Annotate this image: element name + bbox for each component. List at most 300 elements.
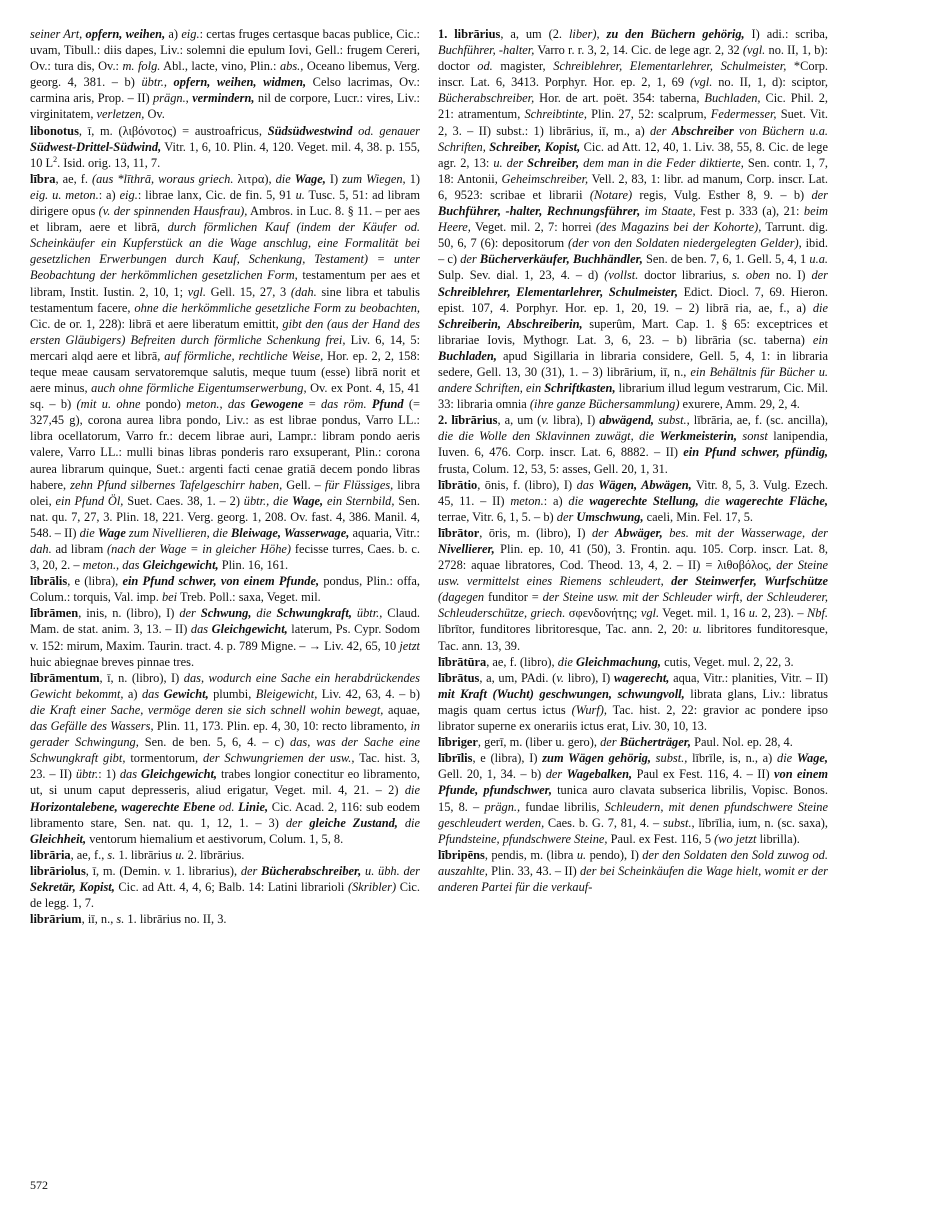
- entry-text: Umschwung,: [576, 509, 644, 524]
- entry-text: vgl.: [640, 606, 660, 621]
- entry-text: der: [240, 863, 262, 878]
- entry-text: Sen. contr. 1, 7, 18: Antonii,: [438, 155, 828, 186]
- entry-text: Plin. 16, 161.: [218, 558, 289, 573]
- entry-text: lībrītor, funditores libritoresque, Tac. ann. 2, 20:: [438, 622, 693, 637]
- entry-text: tormentorum,: [125, 751, 204, 766]
- entry-text: der: [649, 123, 672, 138]
- entry-text: Tac. hist. 2, 22: gravior ac pondere ipso librator superne ex onerariis ictus erat, Liv. 30, 10, 13.: [438, 702, 828, 734]
- entry-text: Südwest-Drittel-Südwind,: [30, 139, 162, 154]
- entry-text: gibt den (aus der Hand des ersten Gläubigers) Befreiten durch förmliche Schenkung frei,: [30, 316, 420, 347]
- entry-text: σφενδονήτης;: [565, 606, 641, 621]
- entry-text: durch förmlichen Kauf (indem der Käufer od. Scheinkäufer ein Kupferstück an die Wage anschlug, eine Formalität bei gesetzlichen Erwerbungen durch Kauf, Schenkung, Testament) = unter Beobachtung der herkömmlichen gesetzlichen Form,: [30, 220, 420, 283]
- entry-text: , iī, n.,: [81, 912, 117, 927]
- entry-text: (vollst.: [604, 268, 639, 283]
- entry-text: pendo), I): [586, 847, 643, 862]
- entry-text: s.: [116, 912, 125, 927]
- entry-text: v.: [556, 670, 564, 685]
- entry-text: 2. lībrārius.: [184, 847, 245, 862]
- entry-text: fundae librilis,: [520, 799, 605, 814]
- entry-text: u. der: [493, 155, 528, 170]
- entry-text: ein: [812, 332, 828, 347]
- entry-text: od.: [477, 59, 493, 74]
- entry-text: trabes longior conectitur eo libramento, ut, si unum caput depresseris, aliud erigatur, Veget. mil. 4, 21. – 2): [30, 767, 420, 798]
- dictionary-entry: [438, 670, 828, 734]
- entry-text: Geheimschreiber,: [501, 171, 589, 186]
- entry-text: Nivellierer,: [438, 542, 495, 556]
- entry-text: Sen. de ben. 5, 6, 4. – c): [138, 735, 291, 750]
- entry-text: Schwungkraft,: [276, 606, 352, 621]
- entry-headword: lībrālis: [30, 574, 68, 589]
- entry-text: libra olei,: [30, 477, 420, 508]
- entry-text: Veget. mil. 2, 7: horrei: [470, 220, 596, 235]
- entry-text: (aus *līthrā, woraus griech.: [91, 171, 234, 186]
- entry-text: bei: [161, 590, 178, 605]
- entry-text: u.: [748, 606, 759, 621]
- entry-headword: 1. librārius: [438, 27, 501, 41]
- entry-text: der: [556, 509, 577, 524]
- entry-headword: lībrātus: [438, 670, 480, 685]
- entry-text: sonst: [736, 429, 768, 444]
- entry-text: Wage,: [294, 171, 326, 186]
- entry-text: Cic. ad Att. 4, 4, 6; Balb. 14: Latini librarioli: [114, 879, 348, 894]
- entry-text: Liv. 42, 63, 4. – b): [317, 686, 420, 701]
- entry-text: apud Sigillaria in libraria considere, Gell. 5, 4, 1: in libraria sedere, Gell. 13, 30 (31), 1. – 3) librārium, iī, n.,: [438, 348, 828, 379]
- entry-text: , ī, m. (λιβόνοτος) = austroafricus,: [78, 123, 268, 138]
- entry-text: Gell. –: [282, 477, 325, 492]
- entry-text: Oceano libemus, Verg. georg. 4, 381. – b): [30, 59, 420, 90]
- entry-text: Buchführer, -halter,: [438, 43, 535, 58]
- entry-text: λιτρα),: [233, 171, 276, 186]
- entry-text: I): [325, 171, 343, 186]
- entry-text: die: [397, 815, 420, 830]
- entry-text: in gerader Schwingung,: [30, 719, 420, 750]
- entry-text: Wägen, Abwägen,: [598, 477, 692, 492]
- dictionary-entry: [438, 750, 828, 847]
- entry-headword: lībrāmen: [30, 606, 79, 621]
- entry-text: dah.: [30, 542, 52, 556]
- entry-text: die: [568, 493, 590, 508]
- entry-text: mit Kraft (Wucht) geschwungen, schwungvoll,: [438, 686, 685, 701]
- entry-text: , ae, f.,: [70, 847, 108, 862]
- entry-text: , a, um, PAdi. (: [479, 670, 557, 685]
- entry-text: , inis, n. (libro), I): [78, 606, 180, 621]
- entry-text: (ihre ganze Büchersammlung): [529, 397, 680, 412]
- entry-text: (Notare): [589, 187, 633, 202]
- entry-text: v.: [164, 863, 172, 878]
- entry-text: Buchladen,: [438, 348, 497, 363]
- entry-text: für Flüssiges,: [324, 477, 394, 492]
- entry-text: , ōris, m. (libro), I): [479, 525, 592, 540]
- entry-text: , pendis, m. (libra: [484, 847, 577, 862]
- entry-text: der: [179, 606, 201, 621]
- entry-text: Veget. mil. 1, 16: [659, 606, 749, 621]
- entry-text: Schreiber, Kopist,: [489, 139, 581, 154]
- dictionary-entry: [438, 412, 828, 476]
- entry-text: Wagebalken,: [566, 767, 633, 782]
- entry-text: opfern, weihen, widmen,: [173, 75, 307, 90]
- entry-text: ventorum hiemalium et aestivorum, Colum. 1, 5, 8.: [86, 831, 344, 846]
- entry-text: magister,: [492, 59, 554, 74]
- entry-text: der: [545, 767, 567, 782]
- entry-text: plumbi,: [208, 686, 256, 701]
- entry-text: lībrīle, is, n., a): [687, 751, 778, 766]
- entry-text: (= 327,45 g), corona aurea libra pondo, Liv.: as est librae pondus, Varro LL.: libra ocellatorum, Varro fr.: decem librae auri, Lampr.: libram pondo aeris valere, Varro LL.: mulli binas libras ponderis raro exsuperant, Plin.: corona aurea librarum quinque, Suet.: argenti facti cenae gratiā decem pondo libras habere,: [30, 397, 420, 492]
- entry-text: Varro r. r. 3, 2, 14. Cic. de lege agr. 2, 32: [534, 43, 743, 58]
- entry-text: meton., das: [186, 397, 251, 412]
- entry-text: der: [285, 815, 310, 830]
- entry-text: ad libram: [51, 542, 108, 556]
- entry-text: die: [557, 654, 576, 669]
- entry-text: meton.: [510, 493, 544, 508]
- entry-text: Gleichgewicht,: [211, 622, 288, 637]
- entry-text: meton., das: [82, 558, 143, 573]
- entry-text: abs.,: [279, 59, 304, 74]
- entry-text: dem man in die Feder diktierte,: [579, 155, 744, 170]
- entry-text: von Büchern u.a. Schriften,: [438, 123, 828, 154]
- entry-text: verletzen,: [96, 107, 145, 122]
- entry-text: prägn.,: [152, 91, 193, 106]
- entry-text: Cic. Acad. 2, 116: sub eodem libramento stare, Sen. nat. qu. 1, 12, 1. – 3): [30, 799, 420, 830]
- entry-text: (dah.: [290, 284, 317, 299]
- entry-text: pondo): [140, 397, 187, 412]
- entry-text: cutis, Veget. mul. 2, 22, 3.: [661, 654, 794, 669]
- dictionary-entry: [30, 26, 420, 123]
- entry-headword: lībripēns: [438, 847, 485, 862]
- entry-text: auf förmliche, rechtliche Weise,: [164, 348, 324, 363]
- entry-text: Gleichmachung,: [576, 654, 662, 669]
- right-column: [438, 26, 828, 1186]
- entry-text: Abschreiber: [671, 123, 734, 138]
- entry-text: wagerechte Stellung,: [589, 493, 699, 508]
- entry-text: : a): [98, 187, 120, 202]
- entry-text: , a, um (: [497, 413, 542, 428]
- entry-text: lībrāria, ae, f. (sc. ancilla),: [689, 413, 828, 428]
- entry-text: u.: [175, 847, 185, 862]
- entry-text: Gleichheit,: [30, 831, 87, 846]
- entry-text: . Isid. orig. 13, 11, 7.: [57, 155, 161, 170]
- entry-text: (des Magazins bei der Kohorte),: [595, 220, 762, 235]
- entry-text: *Corp. inscr. Lat. 6, 3413. Porphyr. Hor. ep. 2, 1, 69: [438, 59, 828, 90]
- entry-text: liber),: [568, 27, 607, 41]
- entry-text: abwägend,: [599, 413, 655, 428]
- entry-headword: lībriger: [438, 735, 478, 750]
- entry-text: Bleiwage, Wasserwage,: [231, 525, 350, 540]
- entry-text: übtr.,: [141, 75, 174, 90]
- entry-text: zum Wiegen,: [342, 171, 406, 186]
- entry-text: die: [777, 751, 797, 766]
- entry-text: zum Nivellieren, die: [125, 525, 232, 540]
- entry-headword: librāria: [30, 847, 71, 862]
- entry-text: Bücherabschreiber,: [261, 863, 362, 878]
- entry-text: m. folg.: [122, 59, 161, 74]
- entry-text: Bücherträger,: [619, 735, 691, 750]
- entry-text: librarium illud legum vestrarum, Cic. Mil. 33: libraria omnia: [438, 381, 828, 412]
- dictionary-entry: [30, 573, 420, 605]
- entry-text: Paul ex Fest. 116, 4. – II): [632, 767, 775, 782]
- entry-text: s.: [107, 847, 116, 862]
- entry-text: Buchladen,: [704, 91, 761, 106]
- entry-text: Abwäger,: [614, 525, 663, 540]
- entry-text: Schleudern, mit denen pfundschwere Steine geschleudert werden,: [438, 799, 828, 830]
- entry-text: die: [251, 606, 277, 621]
- entry-text: Linie,: [238, 799, 269, 814]
- entry-text: nil de corpore, Lucr.: vires, Liv.: virginitatem,: [30, 91, 420, 122]
- entry-text: Plin. ep. 10, 41 (50), 3. Frontin. aqu. 105. Corp. inscr. Lat. 8, 2728: aquae libratores, Cod. Theod. 13, 4, 2. – II) = λιθοβόλος,: [438, 542, 828, 573]
- entry-text: Fest p. 333 (a), 21:: [695, 204, 804, 219]
- entry-text: I) adi.: scriba,: [744, 27, 828, 41]
- entry-text: 1. librarius),: [171, 863, 241, 878]
- entry-text: ibid. – c): [438, 236, 828, 267]
- entry-text: von einem Pfunde, pfundschwer,: [438, 767, 828, 798]
- entry-text: das röm.: [321, 397, 372, 412]
- entry-text: Schreiberin, Abschreiberin,: [438, 316, 583, 331]
- entry-text: (vgl.: [689, 75, 713, 90]
- entry-text: das Gefälle des Wassers,: [30, 719, 154, 734]
- entry-text: Vitr. 1, 6, 10. Plin. 4, 120. Veget. mil. 4, 38. p. 155, 10 L: [30, 139, 420, 170]
- entry-text: libritores funditoresque, Tac. ann. 13, 39.: [438, 622, 828, 653]
- entry-text: Treb. Poll.: saxa, Veget. mil.: [177, 590, 321, 605]
- entry-text: ein Pfund schwer, von einem Pfunde,: [122, 574, 320, 589]
- entry-text: libro), I): [564, 670, 614, 685]
- entry-text: Bücherverkäufer, Buchhändler,: [479, 252, 643, 267]
- entry-text: ein Behältnis für Bücher u. andere Schriften, ein: [438, 364, 828, 396]
- entry-text: od. genauer: [352, 123, 420, 138]
- entry-text: prägn.,: [484, 799, 521, 814]
- entry-text: testamentum per aes et libram, Instit. Iustin. 2, 10, 1;: [30, 268, 420, 299]
- entry-text: der: [811, 187, 828, 202]
- entry-text: , e (libra),: [67, 574, 123, 589]
- entry-text: Paul. ex Fest. 116, 5: [607, 831, 715, 846]
- entry-text: pondus, Plin.: offa, Colum.: torquis, Val. imp.: [30, 574, 420, 605]
- dictionary-entry: [30, 863, 420, 911]
- entry-text: fecisse turres, Caes. b. c. 3, 20, 2. –: [30, 542, 420, 573]
- entry-text: u.: [576, 847, 587, 862]
- entry-text: regis, Vulg. Esther 8, 9. – b): [632, 187, 812, 202]
- entry-text: Claud. Mam. de stat. anim. 3, 13. – II): [30, 606, 420, 637]
- entry-text: Suet. Vit. 2, 3. – II) subst.: 1) librārius, iī, m., a): [438, 107, 828, 138]
- entry-text: lībrīlia, ium, n. (sc. saxa),: [694, 815, 828, 830]
- entry-text: Pfund: [371, 397, 404, 412]
- entry-text: Schreiblehrer, Elementarlehrer, Schulmeister,: [553, 59, 787, 74]
- dictionary-entry: [30, 123, 420, 171]
- entry-text: ein Pfund schwer, pfündig,: [683, 445, 828, 460]
- entry-text: (der von den Soldaten niedergelegten Gelder),: [568, 236, 802, 251]
- dictionary-entry: [30, 605, 420, 669]
- entry-text: Plin. 27, 52: scalprum,: [586, 107, 711, 122]
- entry-text: Wage,: [292, 493, 324, 508]
- entry-text: das: [190, 622, 212, 637]
- entry-text: 1. librārius no. II, 3.: [124, 912, 227, 927]
- entry-text: zum Wägen gehörig,: [542, 751, 651, 766]
- entry-text: Gleichgewicht,: [140, 767, 218, 782]
- entry-text: Wage,: [796, 751, 828, 766]
- entry-text: : librae lanx, Cic. de fin. 5, 91: [137, 187, 296, 202]
- entry-text: Tarrunt. dig. 50, 6, 7 (6): depositorum: [438, 220, 828, 251]
- entry-text: v.: [541, 413, 549, 428]
- entry-text: zehn Pfund silbernes Tafelgeschirr haben,: [70, 477, 283, 492]
- entry-text: Ov. ex Pont. 4, 15, 41 sq. – b): [30, 381, 420, 412]
- entry-text: beim Heere,: [438, 204, 828, 235]
- entry-text: u. übh. der: [361, 863, 420, 878]
- entry-text: Tac. hist. 3, 23. – II): [30, 751, 420, 782]
- entry-text: die die Wolle den Sklavinnen zuwägt, die: [438, 429, 660, 444]
- dictionary-entry: [438, 734, 828, 750]
- entry-text: , ae, f. (libro),: [486, 654, 558, 669]
- entry-text: vermindern,: [192, 91, 255, 106]
- dictionary-entry: [438, 26, 828, 412]
- dictionary-entry: [30, 847, 420, 863]
- entry-text: od.: [215, 799, 239, 814]
- entry-text: Südsüdwestwind: [267, 123, 353, 138]
- entry-text: aquae,: [383, 702, 420, 717]
- entry-text: der den Soldaten den Sold zuwog od. auszahlte,: [438, 847, 828, 878]
- entry-text: das, wodurch eine Sache ein herabdrückendes Gewicht bekommt,: [30, 670, 420, 701]
- entry-text: (Wurf),: [571, 702, 608, 717]
- entry-text: (wo jetzt: [714, 831, 757, 846]
- entry-text: die Kraft einer Sache, vermöge deren sie sich schnell wohin bewegt,: [30, 702, 384, 717]
- entry-text: Liv. 6, 14, 5: mercari alqd aere et librā,: [30, 332, 420, 363]
- entry-text: =: [303, 397, 322, 412]
- entry-text: sine libra et tabulis testamentum facere,: [30, 284, 420, 315]
- entry-text: der: [460, 252, 480, 267]
- entry-text: (nach der Wage = in gleicher Höhe): [107, 542, 292, 556]
- entry-text: übtr., die: [243, 493, 293, 508]
- entry-text: Gleichgewicht,: [142, 558, 219, 573]
- entry-text: ein Pfund Öl,: [55, 493, 124, 508]
- entry-text: 2: [53, 154, 58, 164]
- entry-text: superûm, Mart. Cap. 1. § 65: exceptrices et librariae Iovis, Mythogr. Lat. 3, 6, 23. – b) librāria (sc. taberna): [438, 316, 828, 347]
- entry-text: Buchführer, -halter, Rechnungsführer,: [438, 204, 641, 219]
- entry-text: (dagegen: [438, 590, 485, 605]
- entry-text: Wage: [97, 525, 126, 540]
- entry-text: Vell. 2, 83, 1: libr. ad manum, Corp. inscr. Lat. 6, 9523: scribae et librarii: [438, 171, 828, 202]
- entry-text: auch ohne förmliche Eigentumserwerbung,: [91, 381, 307, 396]
- dictionary-entry: [438, 847, 828, 895]
- entry-text: librata glans, Liv.: libratus magis quam certus ictus: [438, 686, 828, 717]
- entry-text: huic abiegnae breves pinnae tres.: [30, 654, 195, 669]
- entry-headword: librāriolus: [30, 863, 86, 878]
- entry-text: ohne die herkömmliche gesetzliche Form zu beobachten,: [134, 300, 420, 315]
- entry-headword: libonotus: [30, 123, 79, 138]
- entry-text: opfern, weihen,: [85, 27, 166, 41]
- entry-text: no. II, 1, d): sciptor,: [712, 75, 828, 90]
- entry-text: lanipendia, Iuven. 6, 476. Corp. inscr. Lat. 6, 8882. – II): [438, 429, 828, 460]
- entry-text: die: [79, 525, 98, 540]
- entry-headword: lībrātūra: [438, 654, 487, 669]
- entry-text: bes. mit der Wasserwage, der: [662, 525, 828, 540]
- entry-text: , ī, m. (Demin.: [85, 863, 165, 878]
- entry-text: (v. der spinnenden Hausfrau),: [98, 204, 248, 219]
- entry-text: seiner Art,: [30, 27, 86, 41]
- entry-text: Schreiber,: [527, 155, 580, 170]
- entry-text: aquaria, Vitr.:: [349, 525, 420, 540]
- entry-text: vgl.: [187, 284, 206, 299]
- entry-text: doctor librarius,: [638, 268, 733, 283]
- entry-text: das, was der Sache eine Schwungkraft gibt,: [30, 735, 420, 766]
- entry-text: Edict. Diocl. 7, 69. Hieron. epist. 107, 4. Porphyr. Hor. ep. 1, 20, 19. – 2) librā ria, ae, f., a): [438, 284, 828, 315]
- entry-text: a): [123, 686, 142, 701]
- entry-text: der: [600, 735, 620, 750]
- entry-text: die: [698, 493, 726, 508]
- entry-text: : certas fruges certasque bacas publice, Cic.: uvam, Tibull.: diis dapes, Liv.: solemni die epulum Iovi, Gell.: frugem Cereri, Ov.: tura dis, Ov.:: [30, 27, 420, 74]
- entry-text: Bücherabschreiber,: [438, 91, 535, 106]
- entry-text: s. oben: [732, 268, 770, 283]
- entry-text: exurere, Amm. 29, 2, 4.: [679, 397, 800, 412]
- entry-text: Caes. b. G. 7, 81, 4. –: [544, 815, 663, 830]
- entry-text: wagerecht,: [613, 670, 670, 685]
- entry-text: frusta, Colum. 12, 53, 5: asses, Gell. 20, 1, 31.: [438, 461, 668, 476]
- entry-text: , ī, n. (libro), I): [99, 670, 184, 685]
- entry-text: Plin. 33, 43. – II): [487, 863, 580, 878]
- entry-text: Gell. 20, 1, 34. – b): [438, 767, 546, 782]
- entry-text: ein Sternbild,: [323, 493, 395, 508]
- entry-text: der Steine usw. mit der Schleuder wirft, der Schleuderer, Schleuderschütze, griech.: [438, 590, 828, 621]
- entry-text: Gewogene: [250, 397, 304, 412]
- entry-text: Horizontalebene, wagerechte Ebene: [30, 799, 216, 814]
- entry-text: 1. librārius: [115, 847, 176, 862]
- entry-text: , ae, f.: [55, 171, 92, 186]
- entry-text: der Steine usw. vermittelst eines Riemens schleudert,: [438, 558, 828, 589]
- entry-text: aqua, Vitr.: planities, Vitr. – II): [669, 670, 828, 685]
- entry-text: Suet. Caes. 38, 1. – 2): [123, 493, 244, 508]
- entry-text: subst.,: [650, 751, 688, 766]
- entry-text: Nbf.: [807, 606, 828, 621]
- entry-text: libra), I): [548, 413, 600, 428]
- entry-text: Ov.: [144, 107, 165, 122]
- entry-text: Schwung,: [200, 606, 252, 621]
- entry-text: u.: [692, 622, 703, 637]
- entry-text: Tusc. 5, 51: ad libram dirigere opus: [30, 187, 420, 219]
- entry-text: der: [811, 268, 828, 283]
- entry-text: (vgl.: [742, 43, 766, 58]
- entry-text: das: [119, 767, 141, 782]
- entry-text: subst.,: [654, 413, 690, 428]
- entry-headword: 2. lībrārius: [438, 413, 498, 428]
- entry-text: Gewicht,: [163, 686, 209, 701]
- page-number: 572: [30, 1178, 48, 1192]
- entry-text: Pfundsteine, pfundschwere Steine,: [438, 831, 608, 846]
- entry-text: funditor =: [484, 590, 543, 605]
- entry-text: Sen. de ben. 7, 6, 1. Gell. 5, 4, 1: [642, 252, 810, 267]
- entry-text: no. I): [769, 268, 812, 283]
- entry-text: übtr.,: [351, 606, 383, 621]
- entry-text: die: [404, 783, 420, 798]
- entry-text: no. II, 1, b): doctor: [438, 43, 828, 74]
- entry-text: Federmesser,: [710, 107, 777, 122]
- entry-text: subst.,: [662, 815, 695, 830]
- entry-text: der Steinwerfer, Wurfschütze: [671, 574, 828, 589]
- entry-headword: librārium: [30, 912, 82, 927]
- entry-text: Schreiblehrer, Elementarlehrer, Schulmeister,: [438, 284, 679, 299]
- entry-text: , e (libra), I): [472, 751, 543, 766]
- entry-text: caeli, Min. Fel. 17, 5.: [643, 509, 753, 524]
- entry-text: (mit u. ohne: [76, 397, 141, 412]
- entry-text: Abl., lacte, vino, Plin.:: [160, 59, 280, 74]
- entry-text: a): [165, 27, 182, 41]
- entry-text: Sekretär, Kopist,: [30, 879, 115, 894]
- entry-text: Hor. ep. 2, 2, 158: teque meae causam servatoremque salutis, meque tuum (esse) librā norit et aere minus,: [30, 348, 420, 396]
- entry-text: Vitr. 8, 5, 3. Vulg. Ezech. 45, 11. – II): [438, 477, 828, 508]
- entry-headword: lībra: [30, 171, 56, 186]
- entry-text: u.: [295, 187, 305, 202]
- entry-text: , ōnis, f. (libro), I): [477, 477, 577, 492]
- entry-text: u.a.: [809, 252, 828, 267]
- entry-text: übtr.: [75, 767, 99, 782]
- entry-text: Cic. Phil. 2, 21: atramentum,: [438, 91, 828, 122]
- entry-text: tunica auro clavata subserica librilis, Vopisc. Bonos. 15, 8. –: [438, 783, 828, 814]
- entry-headword: lībrāmentum: [30, 670, 100, 685]
- entry-text: Cic. ad Att. 12, 40, 1. Liv. 38, 55, 8. Cic. de lege agr. 2, 13:: [438, 139, 828, 170]
